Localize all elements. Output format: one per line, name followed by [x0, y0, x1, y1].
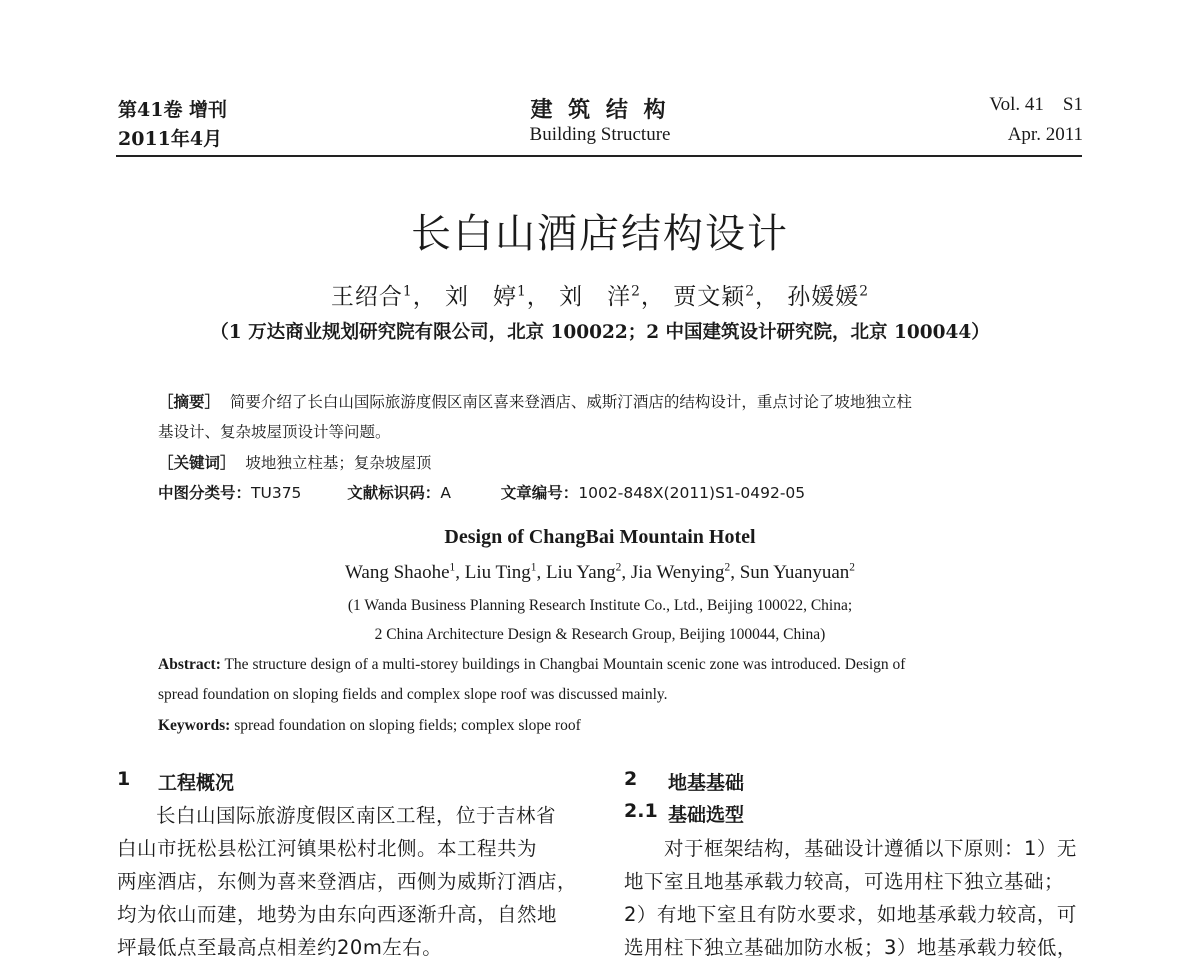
- author-sup: 2: [859, 283, 870, 300]
- section1-line: 两座酒店，东侧为喜来登酒店，西侧为威斯汀酒店，: [117, 870, 578, 893]
- author-sup: 2: [615, 561, 622, 574]
- author-sup: 1: [517, 283, 527, 300]
- author-sup: 2: [849, 561, 855, 574]
- keywords-cn-label: ［关键词］: [158, 454, 236, 472]
- clc-value: TU375: [251, 484, 302, 502]
- section2-title: 地基基础: [668, 772, 745, 794]
- author-sup: 1: [530, 561, 537, 574]
- author-en: Sun Yuanyuan: [739, 562, 850, 583]
- title-cn: 长白山酒店结构设计: [411, 211, 789, 257]
- journal-cn: 建 筑 结 构: [530, 97, 670, 123]
- affiliation-en-line1: (1 Wanda Business Planning Research Institute Co., Ltd., Beijing 100022, China;: [347, 597, 853, 614]
- author-en: Liu Ting: [464, 562, 531, 583]
- abstract-en-line2: spread foundation on sloping fields and complex slope roof was discussed mainly.: [158, 686, 668, 703]
- author-en: Liu Yang: [545, 562, 616, 583]
- author-en: Jia Wenying: [630, 562, 725, 583]
- section1-title: 工程概况: [158, 772, 235, 794]
- section2-line: 选用柱下独立基础加防水板；3）地基承载力较低，: [624, 936, 1077, 959]
- title-en: Design of ChangBai Mountain Hotel: [444, 526, 756, 548]
- keywords-cn: [158, 451, 431, 473]
- clc-label: 中图分类号：: [158, 484, 252, 502]
- author-cn: 刘 婷: [445, 284, 518, 310]
- section1-line: 均为依山而建，地势为由东向西逐渐升高，自然地: [117, 903, 558, 926]
- section2-line: 2）有地下室且有防水要求，如地基承载力较高，可: [624, 903, 1077, 926]
- author-sup: 2: [631, 283, 641, 300]
- abstract-cn-line2: 基设计、复杂坡屋顶设计等问题。: [158, 423, 391, 441]
- doc-code-label: 文献标识码：: [347, 484, 441, 502]
- doc-code-value: A: [440, 484, 451, 502]
- author-sup: 1: [402, 283, 413, 300]
- section1-line: 白山市抚松县松江河镇果松村北侧。本工程共为: [117, 837, 538, 860]
- author-cn: 贾文颖: [673, 284, 746, 310]
- author-sup: 1: [449, 561, 456, 574]
- volume-en: Vol. 41 S1: [989, 94, 1083, 115]
- author-cn: 孙媛媛: [787, 284, 860, 310]
- header-rule: [116, 155, 1082, 157]
- journal-en: Building Structure: [529, 124, 671, 145]
- abstract-en-label: Abstract: [158, 656, 216, 673]
- section2-line: 地下室且地基承载力较高，可选用柱下独立基础；: [624, 870, 1065, 893]
- section1-line: 长白山国际旅游度假区南区工程，位于吉林省: [156, 804, 557, 827]
- keywords-en-text: spread foundation on sloping fields; complex slope roof: [234, 717, 581, 734]
- affiliation-en-line2: 2 China Architecture Design & Research Group, Beijing 100044, China): [374, 626, 826, 643]
- section2-1-number: 2.1: [624, 800, 658, 822]
- author-sup: 2: [724, 561, 731, 574]
- date-en: Apr. 2011: [1007, 124, 1083, 145]
- section2-number: 2: [624, 768, 638, 790]
- author-en: Wang Shaohe: [345, 562, 450, 583]
- section2-line: 对于框架结构，基础设计遵循以下原则：1）无: [664, 837, 1077, 860]
- authors-en: Wang Shaohe$^1$, Liu Ting$^1$, Liu Yang$^2$, Jia Wenying$^2$, Sun Yuanyuan$^2$: [345, 561, 855, 583]
- author-cn: 刘 洋: [559, 284, 632, 310]
- section1-line: 坪最低点至最高点相差约20m左右。: [117, 936, 443, 959]
- volume-cn: 第41卷 增刊: [118, 99, 228, 121]
- classification-row: [158, 481, 805, 503]
- section1-number: 1: [117, 768, 131, 790]
- date-cn: 2011年4月: [118, 128, 223, 150]
- keywords-en: Keywords: spread foundation on sloping fields; complex slope roof: [158, 717, 581, 734]
- abstract-en-line1: Abstract: The structure design of a multi-storey buildings in Changbai Mountain scenic zone was introduced. Design of: [158, 656, 906, 673]
- keywords-cn-text: 坡地独立柱基；复杂坡屋顶: [245, 454, 432, 472]
- author-sup: 2: [745, 283, 755, 300]
- section2-1-title: 基础选型: [668, 804, 745, 826]
- author-cn: 王绍合: [330, 284, 403, 310]
- abstract-cn-text: 简要介绍了长白山国际旅游度假区南区喜来登酒店、威斯汀酒店的结构设计，重点讨论了坡地独立柱: [229, 393, 912, 411]
- abstract-cn-label: ［摘要］: [158, 393, 221, 411]
- affiliation-cn: （1 万达商业规划研究院有限公司，北京 100022；2 中国建筑设计研究院，北京 100044）: [210, 322, 990, 343]
- keywords-en-label: Keywords: [158, 717, 226, 734]
- abstract-cn-line1: [158, 390, 912, 412]
- article-id-value: 1002-848X(2011)S1-0492-05: [578, 484, 806, 502]
- abstract-en-text: The structure design of a multi-storey buildings in Changbai Mountain scenic zone was introduced. Design of: [224, 656, 906, 673]
- authors-cn: 王绍合$^1$， 刘 婷$^1$， 刘 洋$^2$， 贾文颖$^2$， 孙媛媛$^2$: [330, 283, 870, 310]
- article-id-label: 文章编号：: [500, 484, 579, 502]
